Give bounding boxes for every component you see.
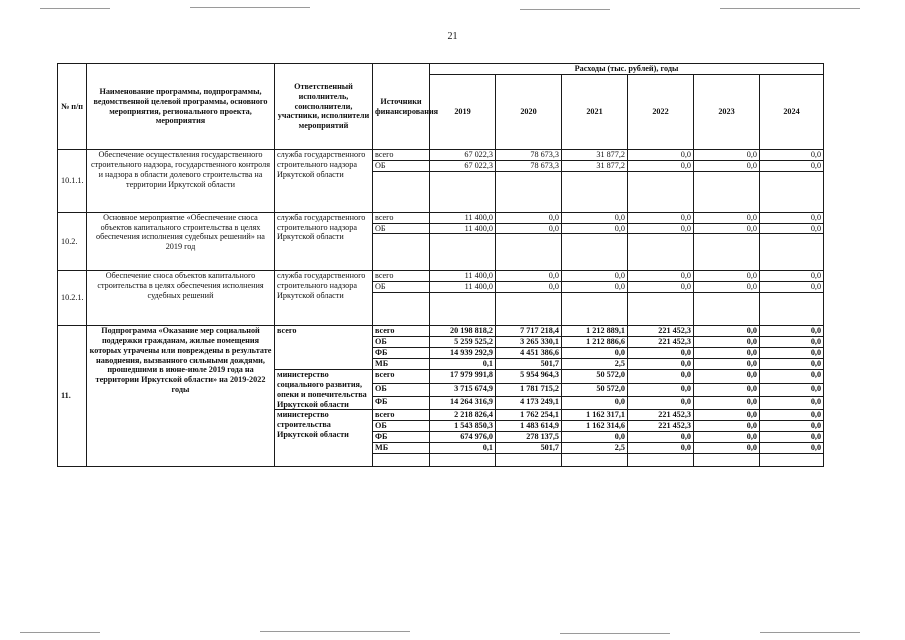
scan-artifact <box>520 9 610 10</box>
row-value: 0,0 <box>628 443 694 454</box>
header-source: Источники финансирования <box>373 64 430 150</box>
empty-cell <box>562 171 628 212</box>
row-value: 0,0 <box>760 396 824 409</box>
row-index: 10.2.1. <box>58 271 87 326</box>
scan-artifact <box>720 8 860 9</box>
row-value: 501,7 <box>496 359 562 370</box>
row-value: 0,0 <box>694 443 760 454</box>
row-value: 0,0 <box>562 282 628 293</box>
row-index: 11. <box>58 326 87 467</box>
table-row <box>58 326 824 337</box>
row-value: 0,0 <box>694 396 760 409</box>
row-value: 31 877,2 <box>562 160 628 171</box>
row-value: 1 162 317,1 <box>562 410 628 421</box>
row-source: всего <box>373 326 430 337</box>
page-number: 21 <box>447 31 458 42</box>
header-expenses: Расходы (тыс. рублей), годы <box>430 64 824 75</box>
row-value: 0,0 <box>760 410 824 421</box>
row-value: 50 572,0 <box>562 383 628 396</box>
row-source: ОБ <box>373 383 430 396</box>
scan-artifact <box>190 7 310 8</box>
row-source: всего <box>373 410 430 421</box>
row-value: 0,0 <box>496 271 562 282</box>
empty-cell <box>562 293 628 326</box>
row-value: 0,0 <box>562 212 628 223</box>
row-value: 0,0 <box>628 212 694 223</box>
row-source: ОБ <box>373 421 430 432</box>
row-value: 67 022,3 <box>430 150 496 161</box>
row-value: 0,0 <box>760 370 824 383</box>
row-value: 1 781 715,2 <box>496 383 562 396</box>
row-value: 2,5 <box>562 443 628 454</box>
empty-cell <box>430 234 496 271</box>
row-value: 0,0 <box>694 223 760 234</box>
scan-artifact <box>20 632 100 633</box>
row-value: 0,0 <box>628 271 694 282</box>
row-source: ФБ <box>373 396 430 409</box>
empty-cell <box>760 454 824 467</box>
row-value: 0,0 <box>694 421 760 432</box>
empty-cell <box>694 234 760 271</box>
row-value: 50 572,0 <box>562 370 628 383</box>
row-value: 221 452,3 <box>628 421 694 432</box>
header-responsible: Ответственный исполнитель, соисполнители, участники, исполнители мероприятий <box>275 64 373 150</box>
empty-cell <box>373 293 430 326</box>
table-row <box>58 150 824 161</box>
row-value: 0,0 <box>760 383 824 396</box>
row-value: 11 400,0 <box>430 282 496 293</box>
row-value: 4 173 249,1 <box>496 396 562 409</box>
row-value: 0,0 <box>562 396 628 409</box>
row-value: 0,0 <box>628 396 694 409</box>
header-year: 2021 <box>562 75 628 150</box>
row-value: 0,0 <box>694 348 760 359</box>
empty-cell <box>430 454 496 467</box>
row-value: 7 717 218,4 <box>496 326 562 337</box>
scan-artifact <box>560 633 670 634</box>
row-value: 0,1 <box>430 359 496 370</box>
budget-table <box>57 63 824 467</box>
row-value: 1 762 254,1 <box>496 410 562 421</box>
row-value: 67 022,3 <box>430 160 496 171</box>
row-value: 20 198 818,2 <box>430 326 496 337</box>
row-index: 10.1.1. <box>58 150 87 213</box>
row-name: Подпрограмма «Оказание мер социальной поддержки гражданам, жилые помещения которых утрачены или повреждены в результате наводнения, вызванного сильными дождями, прошедшими в июне-июле 2019 года на территории Иркутской области» на 2019-2022 годы <box>87 326 275 467</box>
row-responsible: служба государственного строительного надзора Иркутской области <box>275 212 373 271</box>
row-value: 0,0 <box>496 223 562 234</box>
row-value: 0,0 <box>496 282 562 293</box>
row-value: 221 452,3 <box>628 410 694 421</box>
row-name: Обеспечение осуществления государственного строительного надзора, государственного контроля и надзора в области долевого строительства на территории Иркутской области <box>87 150 275 213</box>
empty-cell <box>760 293 824 326</box>
row-source: ФБ <box>373 432 430 443</box>
empty-cell <box>760 234 824 271</box>
row-value: 78 673,3 <box>496 160 562 171</box>
row-value: 0,0 <box>628 223 694 234</box>
empty-cell <box>760 171 824 212</box>
row-value: 1 212 889,1 <box>562 326 628 337</box>
row-value: 0,0 <box>628 348 694 359</box>
row-value: 14 939 292,9 <box>430 348 496 359</box>
row-value: 0,0 <box>760 337 824 348</box>
row-value: 0,0 <box>628 160 694 171</box>
row-value: 0,0 <box>628 432 694 443</box>
header-name: Наименование программы, подпрограммы, ведомственной целевой программы, основного мероприятия, регионального проекта, мероприятия <box>87 64 275 150</box>
row-value: 0,0 <box>694 359 760 370</box>
empty-cell <box>694 454 760 467</box>
row-value: 4 451 386,6 <box>496 348 562 359</box>
row-value: 0,0 <box>694 337 760 348</box>
row-name: Обеспечение сноса объектов капитального строительства в целях обеспечения исполнения судебных решений <box>87 271 275 326</box>
row-value: 17 979 991,8 <box>430 370 496 383</box>
row-source: ОБ <box>373 160 430 171</box>
empty-cell <box>430 293 496 326</box>
row-value: 1 212 886,6 <box>562 337 628 348</box>
row-source: МБ <box>373 443 430 454</box>
row-source: всего <box>373 271 430 282</box>
row-value: 3 265 330,1 <box>496 337 562 348</box>
header-year: 2019 <box>430 75 496 150</box>
row-value: 78 673,3 <box>496 150 562 161</box>
empty-cell <box>628 293 694 326</box>
row-value: 11 400,0 <box>430 212 496 223</box>
row-responsible: служба государственного строительного надзора Иркутской области <box>275 271 373 326</box>
row-value: 31 877,2 <box>562 150 628 161</box>
header-year: 2022 <box>628 75 694 150</box>
scan-artifact <box>40 8 110 9</box>
header-year: 2024 <box>760 75 824 150</box>
row-value: 0,0 <box>694 383 760 396</box>
row-value: 0,0 <box>760 212 824 223</box>
row-value: 0,0 <box>562 271 628 282</box>
empty-cell <box>628 171 694 212</box>
row-value: 0,0 <box>496 212 562 223</box>
row-value: 0,0 <box>760 359 824 370</box>
row-index: 10.2. <box>58 212 87 271</box>
row-value: 0,0 <box>694 282 760 293</box>
empty-cell <box>496 293 562 326</box>
row-source: МБ <box>373 359 430 370</box>
empty-cell <box>496 454 562 467</box>
row-value: 0,0 <box>628 150 694 161</box>
row-source: всего <box>373 150 430 161</box>
row-value: 0,0 <box>760 443 824 454</box>
scan-artifact <box>260 631 410 632</box>
empty-cell <box>628 454 694 467</box>
row-value: 0,0 <box>562 432 628 443</box>
row-value: 0,0 <box>628 370 694 383</box>
row-value: 14 264 316,9 <box>430 396 496 409</box>
empty-cell <box>373 234 430 271</box>
row-value: 0,0 <box>760 150 824 161</box>
row-value: 221 452,3 <box>628 337 694 348</box>
table-header <box>58 64 824 150</box>
row-value: 1 543 850,3 <box>430 421 496 432</box>
row-value: 0,0 <box>694 370 760 383</box>
row-value: 1 162 314,6 <box>562 421 628 432</box>
header-year: 2020 <box>496 75 562 150</box>
row-value: 3 715 674,9 <box>430 383 496 396</box>
row-value: 0,0 <box>628 359 694 370</box>
row-source: ОБ <box>373 337 430 348</box>
row-source: всего <box>373 212 430 223</box>
row-value: 0,0 <box>760 348 824 359</box>
row-value: 11 400,0 <box>430 271 496 282</box>
empty-cell <box>628 234 694 271</box>
row-value: 0,0 <box>694 150 760 161</box>
row-source: всего <box>373 370 430 383</box>
table-row <box>58 271 824 282</box>
row-value: 221 452,3 <box>628 326 694 337</box>
row-value: 0,0 <box>760 326 824 337</box>
row-value: 0,0 <box>760 432 824 443</box>
row-value: 501,7 <box>496 443 562 454</box>
empty-cell <box>562 234 628 271</box>
row-value: 0,0 <box>694 326 760 337</box>
empty-cell <box>694 293 760 326</box>
row-value: 1 483 614,9 <box>496 421 562 432</box>
row-value: 11 400,0 <box>430 223 496 234</box>
empty-cell <box>430 171 496 212</box>
table-body <box>58 150 824 467</box>
row-responsible: всего <box>275 326 373 370</box>
row-name: Основное мероприятие «Обеспечение сноса объектов капитального строительства в целях обеспечения исполнения судебных решений» на 2019 год <box>87 212 275 271</box>
empty-cell <box>496 234 562 271</box>
row-value: 2 218 826,4 <box>430 410 496 421</box>
row-responsible: министерство социального развития, опеки и попечительства Иркутской области <box>275 370 373 410</box>
empty-cell <box>373 454 430 467</box>
row-value: 0,0 <box>562 223 628 234</box>
row-value: 5 954 964,3 <box>496 370 562 383</box>
scan-artifact <box>760 632 860 633</box>
row-value: 0,0 <box>562 348 628 359</box>
row-value: 0,0 <box>628 383 694 396</box>
header-number: № п/п <box>58 64 87 150</box>
header-year: 2023 <box>694 75 760 150</box>
row-value: 0,0 <box>760 271 824 282</box>
row-value: 278 137,5 <box>496 432 562 443</box>
row-value: 0,0 <box>694 410 760 421</box>
table-row <box>58 212 824 223</box>
row-source: ФБ <box>373 348 430 359</box>
row-value: 0,0 <box>760 223 824 234</box>
row-value: 2,5 <box>562 359 628 370</box>
row-value: 0,0 <box>628 282 694 293</box>
empty-cell <box>373 171 430 212</box>
row-value: 0,0 <box>694 271 760 282</box>
row-value: 674 976,0 <box>430 432 496 443</box>
row-value: 0,0 <box>694 212 760 223</box>
row-value: 0,0 <box>760 160 824 171</box>
row-value: 0,0 <box>694 160 760 171</box>
row-value: 0,0 <box>760 282 824 293</box>
empty-cell <box>496 171 562 212</box>
row-source: ОБ <box>373 282 430 293</box>
empty-cell <box>694 171 760 212</box>
row-responsible: министерство строительства Иркутской области <box>275 410 373 467</box>
row-value: 0,1 <box>430 443 496 454</box>
row-source: ОБ <box>373 223 430 234</box>
row-responsible: служба государственного строительного надзора Иркутской области <box>275 150 373 213</box>
empty-cell <box>562 454 628 467</box>
row-value: 5 259 525,2 <box>430 337 496 348</box>
row-value: 0,0 <box>694 432 760 443</box>
row-value: 0,0 <box>760 421 824 432</box>
